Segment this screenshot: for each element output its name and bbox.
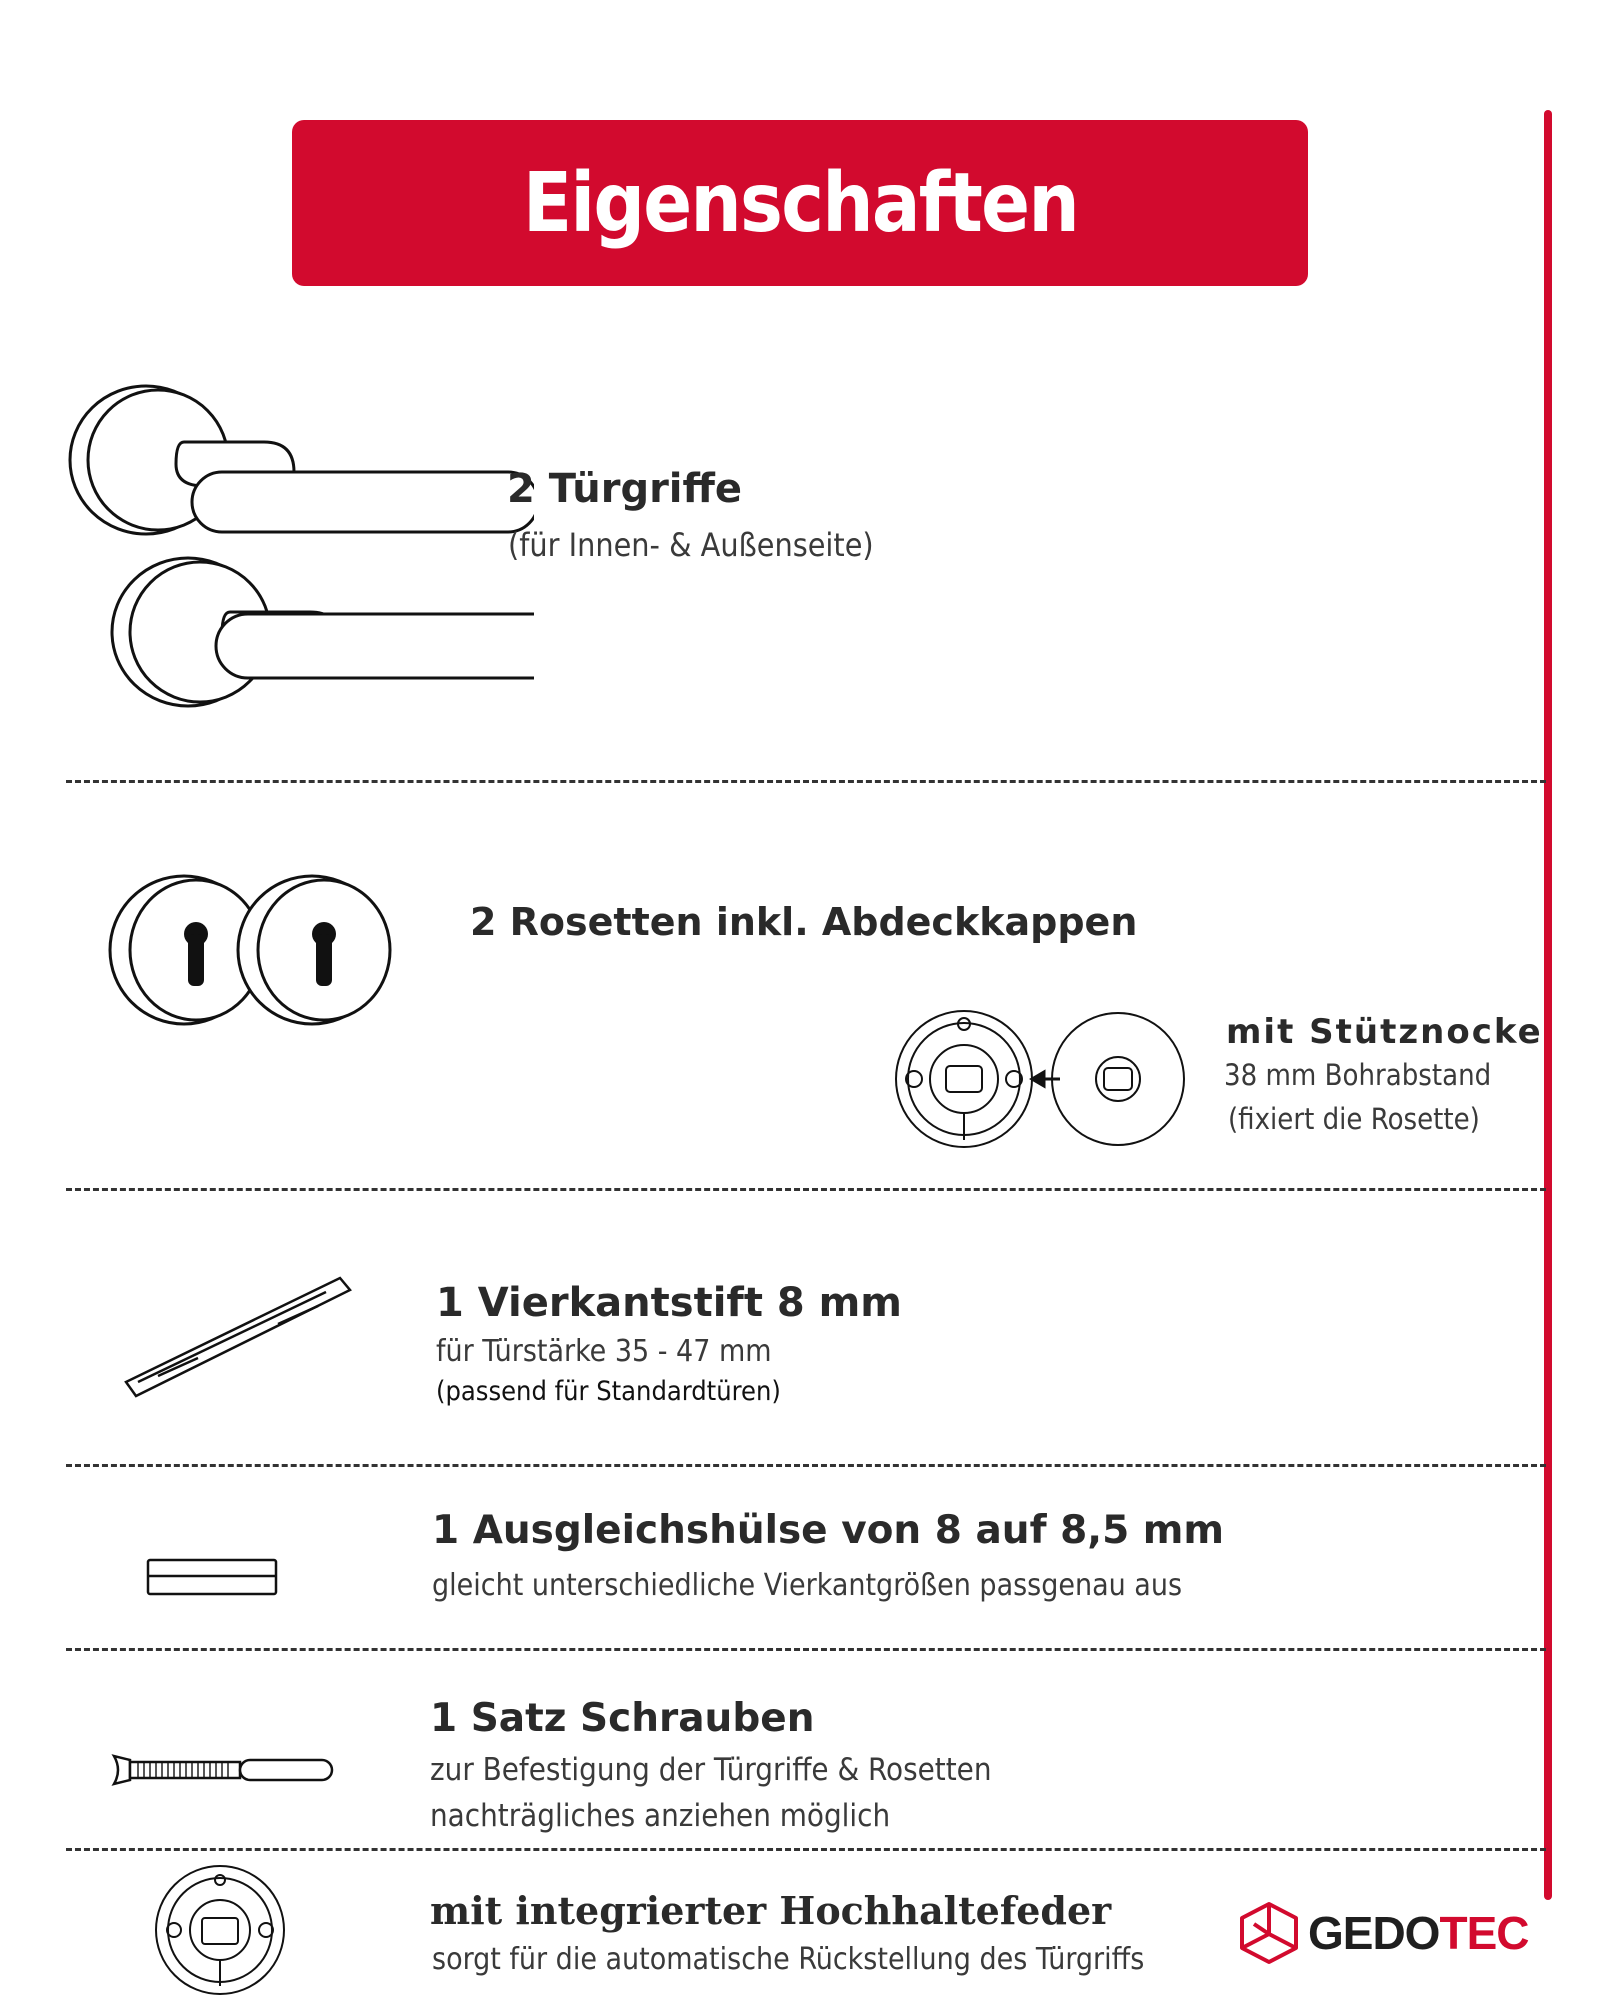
item-heading: mit integrierter Hochhaltefeder (430, 1888, 1112, 1933)
brand-name-part1: GEDO (1308, 1907, 1440, 1959)
brand-name (1308, 1906, 1528, 1960)
item-heading: 2 Rosetten inkl. Abdeckkappen (470, 900, 1138, 944)
item-description: (passend für Standardtüren) (436, 1376, 781, 1407)
support-cam-icon (892, 1004, 1192, 1154)
item-description: nachträgliches anziehen möglich (430, 1798, 891, 1834)
gedotec-logo-icon (1238, 1900, 1300, 1966)
item-description: (fixiert die Rosette) (1228, 1102, 1480, 1136)
title-banner (292, 120, 1308, 286)
adapter-sleeve-icon (144, 1556, 280, 1598)
item-description: gleicht unterschiedliche Vierkantgrößen passgenau aus (432, 1568, 1183, 1603)
rosettes-icon (106, 870, 396, 1030)
screw-icon (108, 1750, 338, 1790)
item-heading: 1 Ausgleichshülse von 8 auf 8,5 mm (432, 1508, 1225, 1553)
brand-name-part2: TEC (1439, 1907, 1529, 1959)
item-heading: 1 Satz Schrauben (430, 1696, 815, 1741)
item-description: für Türstärke 35 - 47 mm (436, 1334, 772, 1369)
brand-logo (1238, 1900, 1528, 1966)
item-description: 38 mm Bohrabstand (1224, 1058, 1492, 1092)
accent-rule (1544, 110, 1552, 1900)
item-description: zur Befestigung der Türgriffe & Rosetten (430, 1752, 992, 1788)
section-divider (66, 1848, 1546, 1851)
door-handles-icon (64, 380, 534, 710)
item-heading: 2 Türgriffe (507, 466, 743, 512)
page-title: Eigenschaften (522, 155, 1078, 251)
return-spring-icon (152, 1862, 288, 1998)
item-heading: 1 Vierkantstift 8 mm (436, 1280, 902, 1326)
item-heading: mit Stütznocke (1226, 1012, 1543, 1052)
section-divider (66, 780, 1546, 783)
square-pin-icon (118, 1272, 358, 1408)
section-divider (66, 1464, 1546, 1467)
item-description: sorgt für die automatische Rückstellung des Türgriffs (432, 1942, 1145, 1977)
section-divider (66, 1188, 1546, 1191)
section-divider (66, 1648, 1546, 1651)
item-description: (für Innen- & Außenseite) (508, 526, 874, 564)
